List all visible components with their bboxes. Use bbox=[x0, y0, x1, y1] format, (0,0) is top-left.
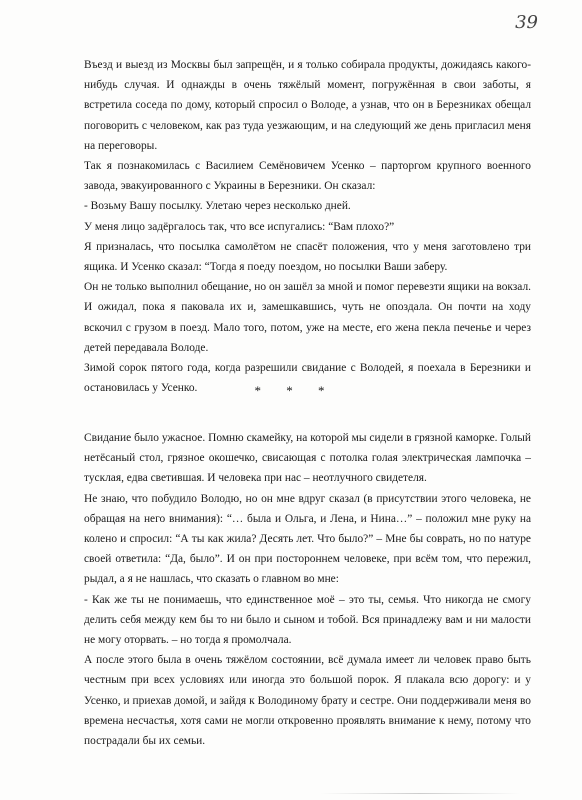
section-separator: * * * bbox=[254, 383, 336, 398]
paragraph: У меня лицо задёргалось так, что все испугались: “Вам плохо?” bbox=[84, 220, 395, 233]
text-block-bottom bbox=[84, 428, 531, 751]
paragraph: Не знаю, что побудило Володю, но он мне вдруг сказал (в присутствии этого человека, не обращая на него внимания): “… была и Ольга, и Лена, и Нина…” – положил мне руку на колено и спросил: “А ты как жила? Десять лет. Что было?” – Мне бы соврать, но по натуре своей ответила: “Да, было”. И он при постороннем человеке, при всём том, что пережил, рыдал, а я не нашлась, что сказать о главном во мне: bbox=[84, 492, 531, 586]
paragraph: Так я познакомилась с Василием Семёновичем Усенко – парторгом крупного военного завода, эвакуированного с Украины в Березники. Он сказал: bbox=[84, 160, 531, 193]
paragraph: Он не только выполнил обещание, но он зашёл за мной и помог перевезти ящики на вокзал. И ожидал, пока я паковала их и, замешкавшись, чуть не опоздала. Он почти на ходу вскочил с грузом в поезд. Мало того, потом, уже на месте, его жена пекла печенье и через детей передавала Володе. bbox=[84, 281, 531, 354]
paragraph: - Возьму Вашу посылку. Улетаю через несколько дней. bbox=[84, 200, 351, 213]
paragraph: Зимой сорок пятого года, когда разрешили свидание с Володей, я поехала в Березники и остановилась у Усенко. bbox=[84, 362, 531, 395]
paragraph: Я призналась, что посылка самолётом не спасёт положения, что у меня заготовлено три ящика. И Усенко сказал: “Тогда я поеду поездом, но посылки Ваши заберу. bbox=[84, 240, 531, 274]
paragraph: Свидание было ужасное. Помню скамейку, на которой мы сидели в грязной каморке. Голый нетёсаный стол, грязное окошечко, свисающая с потолка голая электрическая лампочка – тусклая, едва светившая. И человека при нас – неотлучного свидетеля. bbox=[84, 432, 531, 485]
paragraph: - Как же ты не понимаешь, что единственное моё – это ты, семья. Что никогда не смогу делить себя между кем бы то ни было и сыном и тобой. Вся принадлежу вам и ни малости не могу оторвать. – но тогда я промолчала. bbox=[84, 593, 531, 647]
text-block-top bbox=[84, 55, 531, 398]
paragraph: Въезд и выезд из Москвы был запрещён, и я только собирала продукты, дожидаясь какого-нибудь случая. И однажды в очень тяжёлый момент, погружённая в свои заботы, я встретила соседа по дому, который спросил о Володе, а узнав, что он в Березниках обещал поговорить с человеком, как раз туда уезжающим, и на следующий же день пригласил меня на переговоры. bbox=[84, 59, 531, 152]
paragraph: А после этого была в очень тяжёлом состоянии, всё думала имеет ли человек право быть честным при всех условиях или иногда это большой порок. Я плакала всю дорогу: и у Усенко, и приехав домой, и зайдя к Володиному брату и сестре. Они поддерживали меня во времена несчастья, хотя сами не могли откровенно проявлять внимание к нему, потому что пострадали бы их семьи. bbox=[84, 654, 531, 748]
scan-edge-mark bbox=[320, 793, 520, 794]
page-number: 39 bbox=[515, 12, 538, 33]
